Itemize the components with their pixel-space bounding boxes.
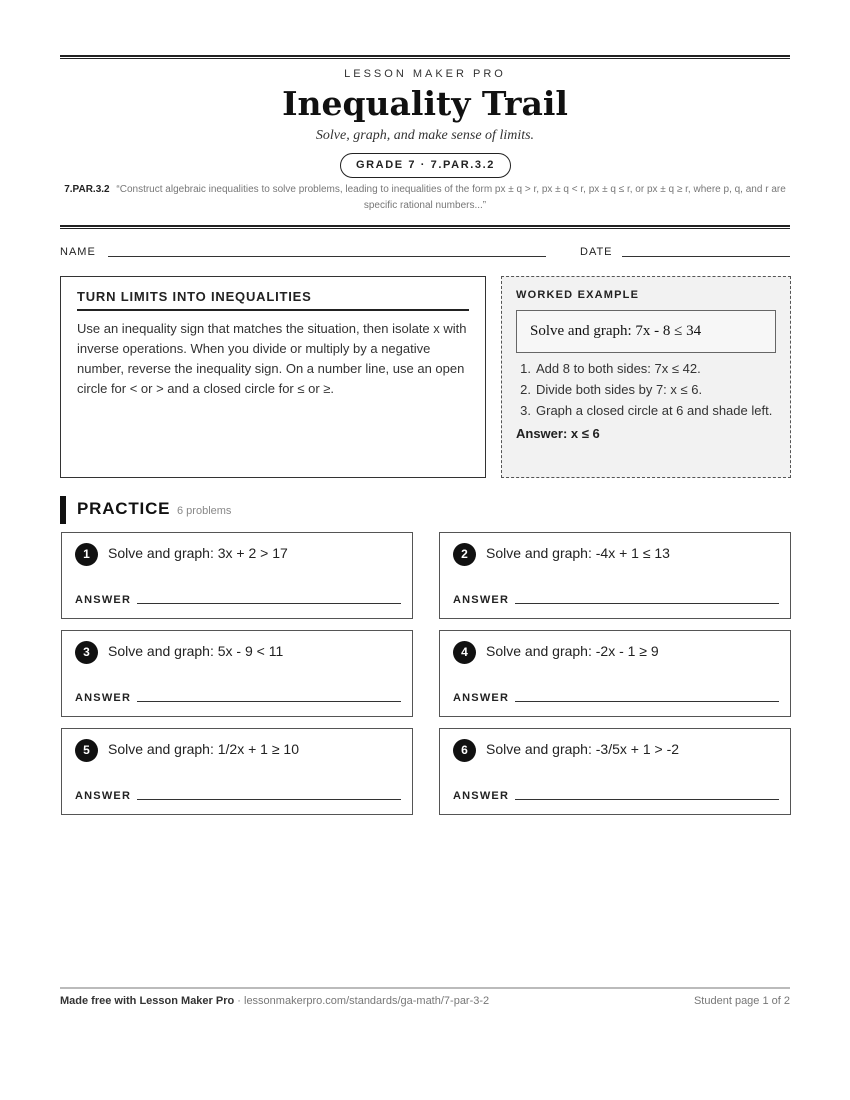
date-label: DATE — [580, 246, 613, 258]
problem-card-3 — [61, 630, 413, 717]
step-number: 3. — [520, 403, 531, 418]
problem-number-badge: 6 — [453, 739, 476, 762]
answer-field[interactable] — [137, 799, 401, 800]
problem-prompt: Solve and graph: -3/5x + 1 > -2 — [486, 741, 680, 757]
example-step — [516, 380, 776, 399]
problem-number-badge: 1 — [75, 543, 98, 566]
answer-field[interactable] — [137, 603, 401, 604]
example-step — [516, 359, 776, 378]
answer-field[interactable] — [137, 701, 401, 702]
problem-prompt: Solve and graph: 1/2x + 1 ≥ 10 — [108, 741, 299, 757]
problem-card-6 — [439, 728, 791, 815]
standard-statement — [60, 182, 790, 214]
problem-number-badge: 4 — [453, 641, 476, 664]
problem-number-badge: 5 — [75, 739, 98, 762]
problem-number-badge: 2 — [453, 543, 476, 566]
standard-text: “Construct algebraic inequalities to solve problems, leading to inequalities of the form px ± q > r, px ± q < r, px ± q ≤ r, or px ± q ≥ r, where p, q, and r are specific rational numbers...” — [116, 184, 786, 211]
practice-title: PRACTICE — [77, 499, 171, 518]
step-text: Add 8 to both sides: 7x ≤ 42. — [536, 361, 701, 376]
step-number: 2. — [520, 382, 531, 397]
answer-label: ANSWER — [453, 594, 510, 606]
standard-code: 7.PAR.3.2 — [64, 184, 110, 195]
footer-brand: Made free with Lesson Maker Pro — [60, 995, 235, 1007]
problem-card-2 — [439, 532, 791, 619]
answer-field[interactable] — [515, 701, 779, 702]
name-label: NAME — [60, 246, 96, 258]
step-number: 1. — [520, 361, 531, 376]
header-top-rule — [60, 55, 790, 59]
brand-name: LESSON MAKER PRO — [344, 68, 506, 80]
answer-label: ANSWER — [75, 790, 132, 802]
problem-prompt: Solve and graph: -2x - 1 ≥ 9 — [486, 643, 659, 659]
answer-label: ANSWER — [75, 692, 132, 704]
problem-number-badge: 3 — [75, 641, 98, 664]
footer-page-number: Student page 1 of 2 — [693, 995, 790, 1007]
footer-url[interactable]: · lessonmakerpro.com/standards/ga-math/7-par-3-2 — [234, 995, 490, 1007]
footer-rule — [60, 987, 790, 989]
footer-credit — [60, 995, 489, 1007]
problem-prompt: Solve and graph: -4x + 1 ≤ 13 — [486, 545, 670, 561]
problem-prompt: Solve and graph: 5x - 9 < 11 — [108, 643, 284, 659]
problem-card-5 — [61, 728, 413, 815]
date-field[interactable] — [622, 256, 790, 257]
step-text: Divide both sides by 7: x ≤ 6. — [536, 382, 703, 397]
example-title: WORKED EXAMPLE — [516, 289, 640, 301]
example-problem: Solve and graph: 7x - 8 ≤ 34 — [516, 310, 776, 353]
example-steps — [516, 359, 776, 420]
grade-badge: GRADE 7 · 7.PAR.3.2 — [340, 153, 511, 178]
practice-count: 6 problems — [177, 505, 232, 517]
problem-card-1 — [61, 532, 413, 619]
answer-label: ANSWER — [453, 790, 510, 802]
worked-example-panel — [501, 276, 791, 478]
answer-label: ANSWER — [453, 692, 510, 704]
answer-field[interactable] — [515, 799, 779, 800]
example-step — [516, 401, 776, 420]
practice-accent-bar — [60, 496, 66, 524]
limits-panel — [60, 276, 486, 478]
limits-title: TURN LIMITS INTO INEQUALITIES — [77, 289, 469, 311]
limits-body: Use an inequality sign that matches the situation, then isolate x with inverse operations. When you divide or multiply by a negative number, reverse the inequality sign. On a number line, use an open circle for < or > and a closed circle for ≤ or ≥. — [77, 321, 467, 396]
page-subtitle: Solve, graph, and make sense of limits. — [315, 128, 535, 143]
answer-field[interactable] — [515, 603, 779, 604]
problem-prompt: Solve and graph: 3x + 2 > 17 — [108, 545, 288, 561]
page-title: Inequality Trail — [282, 84, 568, 123]
answer-label: ANSWER — [75, 594, 132, 606]
problem-card-4 — [439, 630, 791, 717]
header-bottom-rule — [60, 225, 790, 229]
name-field[interactable] — [108, 256, 546, 257]
step-text: Graph a closed circle at 6 and shade left. — [536, 403, 773, 418]
example-answer: Answer: x ≤ 6 — [516, 426, 600, 441]
